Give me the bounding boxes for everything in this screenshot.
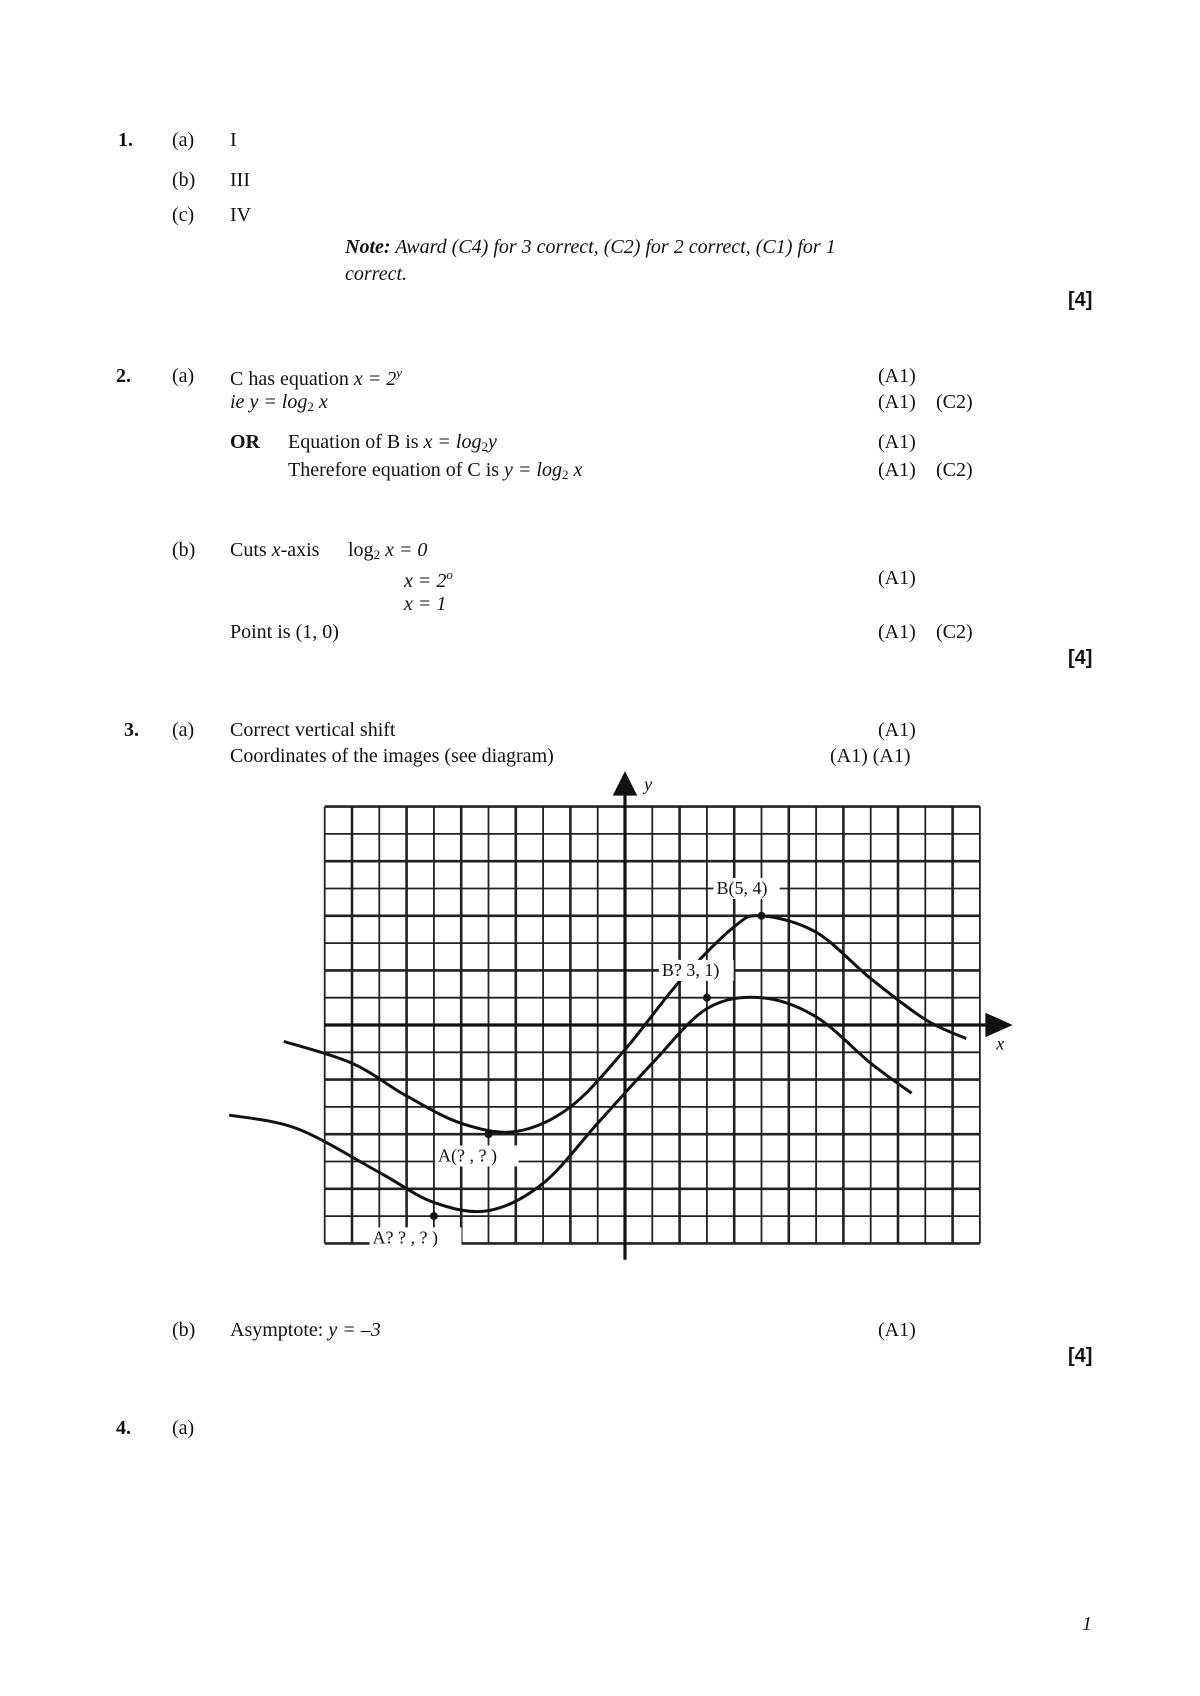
- point-marker: [758, 912, 766, 920]
- q2-b-line4-mark: (A1): [878, 621, 916, 643]
- q1-part-c-label: (c): [172, 204, 195, 226]
- y-axis-arrow: [613, 771, 638, 796]
- q2-total-marks: [4]: [1068, 647, 1093, 669]
- q3-a-line2: Coordinates of the images (see diagram): [230, 745, 554, 767]
- q2-b-line3: x = 1: [404, 593, 447, 615]
- q2-number: 2.: [116, 365, 131, 387]
- q1-part-c-answer: IV: [230, 204, 252, 226]
- q2-b-line4: Point is (1, 0): [230, 621, 339, 643]
- q3-part-b-label: (b): [172, 1319, 196, 1341]
- point-marker: [430, 1212, 438, 1220]
- q3-a-line1: Correct vertical shift: [230, 719, 396, 741]
- q3-a-line2-marks: (A1) (A1): [830, 745, 911, 767]
- q1-part-a-answer: I: [230, 129, 237, 151]
- q2-a-line2: ie $y = \log_2 x$: [230, 391, 328, 414]
- q3-b-mark: (A1): [878, 1319, 916, 1341]
- q3-total-marks: [4]: [1068, 1345, 1093, 1367]
- point-label: B? 3, 1): [661, 959, 720, 980]
- point-label: B(5, 4): [716, 877, 768, 898]
- point-label: A(? , ? ): [438, 1145, 497, 1166]
- point-marker: [703, 994, 711, 1002]
- q4-number: 4.: [116, 1417, 131, 1439]
- q2-a-line1: C has equation $x = 2^y$: [230, 365, 403, 390]
- q4-part-a-label: (a): [172, 1417, 195, 1439]
- page-number: 1: [1082, 1613, 1092, 1635]
- q2-a-line2-c2: (C2): [936, 391, 973, 413]
- graph-axes: [325, 771, 1013, 1260]
- q2-or-line1-mark: (A1): [878, 431, 916, 453]
- x-axis-label: x: [996, 1033, 1005, 1054]
- q2-b-line1-equation: $\log_2 x = 0$: [348, 539, 428, 562]
- point-label: A? ? , ? ): [372, 1227, 438, 1248]
- q2-part-b-label: (b): [172, 539, 196, 561]
- q1-number: 1.: [118, 129, 133, 151]
- graph-points: [369, 878, 779, 1248]
- q2-or-line2-mark: (A1): [878, 459, 916, 481]
- q2-b-line2-mark: (A1): [878, 567, 916, 589]
- q2-or-line2-c2: (C2): [936, 459, 973, 481]
- q2-or-line2: Therefore equation of C is $y = \log_2 x$: [288, 459, 583, 482]
- q1-note-line1: Note: Award (C4) for 3 correct, (C2) for 2 correct, (C1) for 1: [345, 236, 836, 258]
- q2-b-line1: Cuts x-axis: [230, 539, 320, 561]
- q2-part-a-label: (a): [172, 365, 195, 387]
- q2-or-label: OR: [230, 431, 260, 453]
- q1-part-b-answer: III: [230, 169, 250, 191]
- q2-b-line2: $x = 2^o$: [404, 567, 453, 592]
- q2-or-line1: Equation of B is $x = \log_2y$: [288, 431, 497, 454]
- q3-part-a-label: (a): [172, 719, 195, 741]
- q2-a-line2-mark: (A1): [878, 391, 916, 413]
- q1-total-marks: [4]: [1068, 289, 1093, 311]
- point-marker: [485, 1130, 493, 1138]
- q1-part-b-label: (b): [172, 169, 196, 191]
- q3-b-line: Asymptote: y = –3: [230, 1319, 381, 1341]
- y-axis-label: y: [644, 774, 653, 795]
- q1-note-line2: correct.: [345, 263, 408, 285]
- q1-part-a-label: (a): [172, 129, 195, 151]
- q3-number: 3.: [124, 719, 139, 741]
- q3-a-line1-mark: (A1): [878, 719, 916, 741]
- q2-a-line1-mark: (A1): [878, 365, 916, 387]
- q2-b-line4-c2: (C2): [936, 621, 973, 643]
- transformation-graph: [200, 770, 1030, 1270]
